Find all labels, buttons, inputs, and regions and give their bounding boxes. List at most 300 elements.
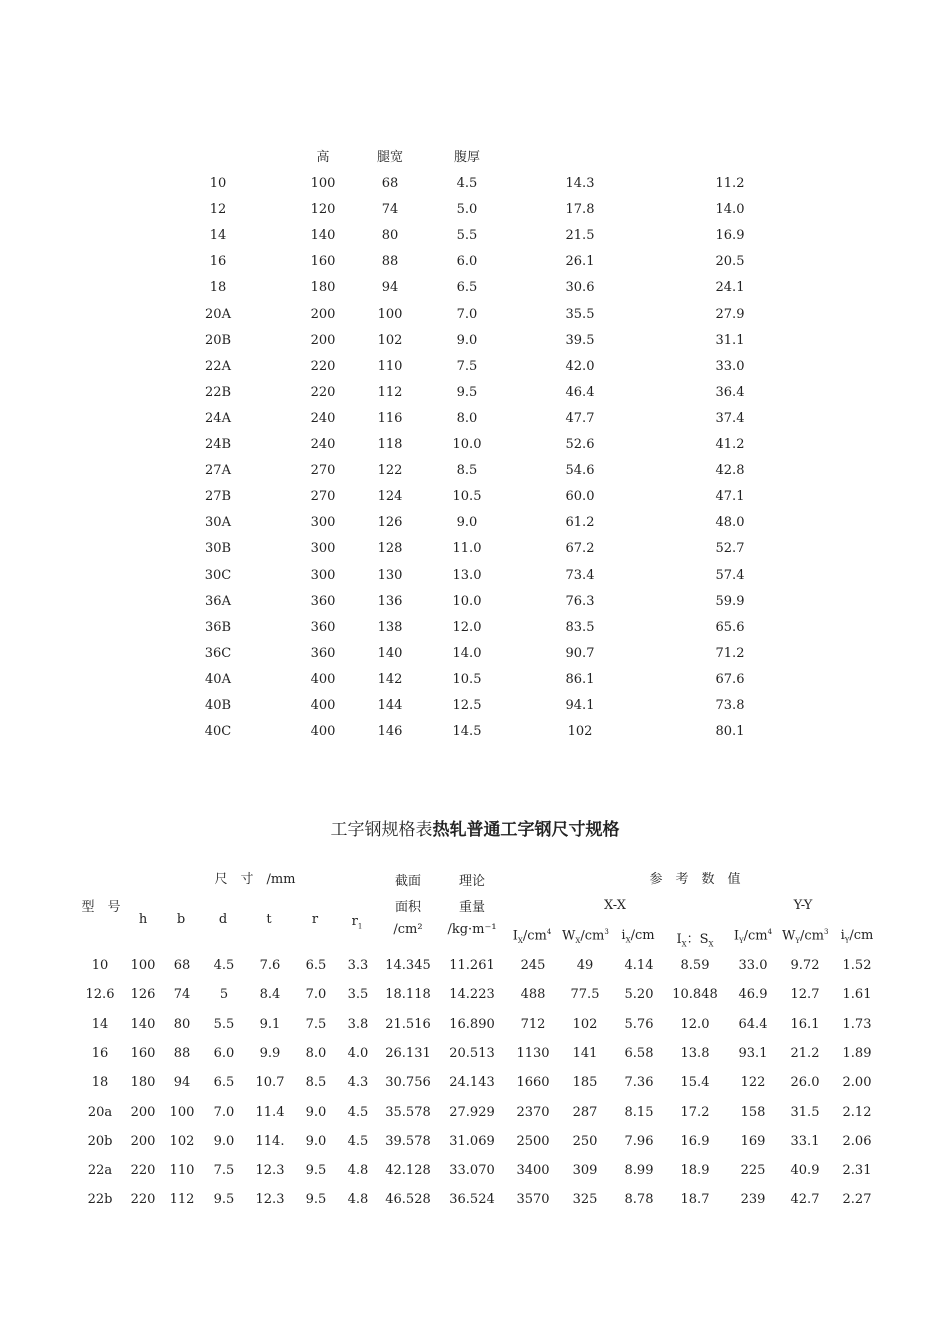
header-reference-group: 参 考 数 值 — [649, 872, 741, 887]
table-cell: 30.6 — [565, 280, 595, 296]
table-cell: 239 — [740, 1192, 766, 1208]
table-cell: 42.128 — [385, 1163, 431, 1179]
header-d: d — [218, 912, 228, 927]
table-cell: 7.6 — [259, 958, 281, 973]
table-cell: 4.5 — [347, 1104, 369, 1120]
table-cell: 52.6 — [565, 437, 595, 453]
table-cell: 18.118 — [385, 987, 431, 1003]
table-cell: 12.0 — [680, 1016, 710, 1032]
table-cell: 220 — [130, 1163, 156, 1179]
table-cell: 31.069 — [449, 1133, 495, 1149]
table-cell: 6.5 — [213, 1075, 235, 1091]
table-cell: 5.5 — [213, 1016, 235, 1032]
header-ix-sx: $I_X$：$S_X$ — [676, 932, 714, 949]
table-cell: 80.1 — [715, 724, 745, 740]
table-cell: 42.8 — [715, 463, 745, 479]
table-cell: 4.8 — [347, 1192, 369, 1208]
table-row — [0, 458, 950, 484]
table-cell: 21.5 — [565, 228, 595, 244]
table-cell: 12.3 — [255, 1192, 285, 1208]
header-weight-2: 重量 — [458, 900, 485, 915]
table-row — [0, 484, 950, 510]
table-row — [0, 380, 950, 406]
table-cell: 8.4 — [259, 987, 281, 1003]
table-cell: 400 — [310, 724, 336, 740]
table-cell: 124 — [377, 489, 403, 505]
table-cell: 325 — [572, 1192, 598, 1208]
table-row — [0, 536, 950, 562]
header-r: r — [311, 912, 319, 927]
table-cell: 9.1 — [259, 1016, 281, 1032]
table-cell: 90.7 — [565, 645, 595, 661]
table-cell: 116 — [377, 410, 403, 426]
table-row — [0, 171, 950, 197]
table-cell: 27B — [204, 489, 232, 505]
table-row — [0, 589, 950, 615]
table-cell: 74 — [381, 202, 399, 218]
header-iy: $I_Y/cm^4$ — [733, 928, 773, 945]
table-cell: 287 — [572, 1104, 598, 1120]
table-row — [0, 406, 950, 432]
table-cell: 17.8 — [565, 202, 595, 218]
table-cell: 14 — [91, 1016, 109, 1032]
table-cell: 6.5 — [456, 280, 478, 296]
table-cell: 2.31 — [842, 1163, 872, 1179]
table-cell: 73.8 — [715, 697, 745, 713]
table-cell: 11.4 — [255, 1104, 285, 1120]
table-cell: 14.345 — [385, 958, 431, 973]
table-cell: 8.0 — [456, 410, 478, 426]
header-weight-1: 理论 — [458, 874, 485, 889]
table-cell: 200 — [130, 1133, 156, 1149]
table-cell: 160 — [310, 254, 336, 270]
table-cell: 18 — [91, 1075, 109, 1091]
table-cell: 49 — [576, 958, 594, 973]
table-cell: 54.6 — [565, 463, 595, 479]
table-cell: 180 — [130, 1075, 156, 1091]
table-cell: 16.9 — [680, 1133, 710, 1149]
table-cell: 3.5 — [347, 987, 369, 1003]
table-cell: 112 — [169, 1192, 195, 1208]
table-row — [0, 223, 950, 249]
table-cell: 31.1 — [715, 332, 745, 348]
table-cell: 140 — [310, 228, 336, 244]
header-weight-unit: /kg·m⁻¹ — [447, 922, 497, 937]
table-cell: 14.3 — [565, 176, 595, 192]
table-cell: 40A — [205, 671, 231, 687]
table-cell: 360 — [310, 619, 336, 635]
table-cell: 7.5 — [456, 358, 478, 374]
table-cell: 67.2 — [565, 541, 595, 557]
table-cell: 2.12 — [842, 1104, 872, 1120]
table-cell: 4.3 — [347, 1075, 369, 1091]
table-row — [0, 328, 950, 354]
table-cell: 40B — [204, 697, 232, 713]
table-cell: 6.0 — [456, 254, 478, 270]
table-row — [0, 615, 950, 641]
table-cell: 20.5 — [715, 254, 745, 270]
header-height: 高 — [316, 150, 330, 165]
table-cell: 42.0 — [565, 358, 595, 374]
table-cell: 11.261 — [449, 958, 495, 973]
table-cell: 128 — [377, 541, 403, 557]
table-cell: 100 — [310, 176, 336, 192]
table-cell: 141 — [572, 1045, 598, 1061]
table-cell: 7.5 — [305, 1016, 327, 1032]
table-cell: 16.1 — [790, 1016, 820, 1032]
table-cell: 61.2 — [565, 515, 595, 531]
table-cell: 88 — [173, 1045, 191, 1061]
table-cell: 94 — [173, 1075, 191, 1091]
table-cell: 110 — [377, 358, 403, 374]
table-cell: 9.0 — [213, 1133, 235, 1149]
table-cell: 100 — [169, 1104, 195, 1120]
table-row — [0, 510, 950, 536]
table-cell: 9.0 — [456, 332, 478, 348]
table-cell: 14.0 — [715, 202, 745, 218]
table-cell: 46.528 — [385, 1192, 431, 1208]
table-cell: 360 — [310, 593, 336, 609]
header-b: b — [176, 912, 186, 927]
header-section-area-2: 面积 — [394, 900, 421, 915]
table-cell: 21.516 — [385, 1016, 431, 1032]
table-cell: 110 — [169, 1163, 195, 1179]
table-cell: 37.4 — [715, 410, 745, 426]
table-cell: 33.0 — [715, 358, 745, 374]
table-cell: 7.0 — [456, 306, 478, 322]
table-cell: 3.8 — [347, 1016, 369, 1032]
header-iy-radius: $i_Y/cm$ — [840, 928, 874, 945]
table-row — [0, 432, 950, 458]
table-cell: 270 — [310, 489, 336, 505]
table-row — [0, 1010, 950, 1039]
table-cell: 9.5 — [305, 1163, 327, 1179]
table-row — [0, 354, 950, 380]
table-cell: 65.6 — [715, 619, 745, 635]
table-cell: 52.7 — [715, 541, 745, 557]
table-cell: 712 — [520, 1016, 546, 1032]
table-cell: 1130 — [516, 1045, 550, 1061]
table-cell: 309 — [572, 1163, 598, 1179]
table-cell: 300 — [310, 541, 336, 557]
table-row — [0, 693, 950, 719]
table-cell: 40C — [204, 724, 232, 740]
table-cell: 7.5 — [213, 1163, 235, 1179]
table-cell: 3570 — [516, 1192, 550, 1208]
table-cell: 180 — [310, 280, 336, 296]
table-cell: 300 — [310, 515, 336, 531]
table-cell: 12.7 — [790, 987, 820, 1003]
table-cell: 24A — [205, 410, 231, 426]
table-row — [0, 980, 950, 1009]
table-row — [0, 719, 950, 745]
table-cell: 10 — [209, 176, 227, 192]
table-cell: 77.5 — [570, 987, 600, 1003]
table-cell: 33.0 — [738, 958, 768, 973]
header-section-area-1: 截面 — [394, 874, 421, 889]
table-row — [0, 1185, 950, 1214]
table-cell: 76.3 — [565, 593, 595, 609]
table-cell: 5.5 — [456, 228, 478, 244]
table-cell: 102 — [567, 724, 593, 740]
table-cell: 21.2 — [790, 1045, 820, 1061]
table-cell: 16.890 — [449, 1016, 495, 1032]
table-cell: 7.0 — [305, 987, 327, 1003]
table-cell: 20.513 — [449, 1045, 495, 1061]
table-header-row — [0, 145, 950, 171]
table-cell: 10.0 — [452, 437, 482, 453]
table-cell: 15.4 — [680, 1075, 710, 1091]
table-cell: 270 — [310, 463, 336, 479]
table-cell: 3400 — [516, 1163, 550, 1179]
table-cell: 146 — [377, 724, 403, 740]
table-row — [0, 1098, 950, 1127]
table-cell: 20A — [205, 306, 231, 322]
table-cell: 300 — [310, 567, 336, 583]
table-cell: 2.00 — [842, 1075, 872, 1091]
table-cell: 88 — [381, 254, 399, 270]
table-cell: 200 — [310, 332, 336, 348]
table-cell: 24B — [204, 437, 232, 453]
header-flange-width: 腿宽 — [376, 150, 403, 165]
table-cell: 12.0 — [452, 619, 482, 635]
table-cell: 220 — [310, 358, 336, 374]
table-cell: 2.27 — [842, 1192, 872, 1208]
table-cell: 9.0 — [305, 1104, 327, 1120]
table-cell: 7.96 — [624, 1133, 654, 1149]
table-cell: 5.76 — [624, 1016, 654, 1032]
table-cell: 9.9 — [259, 1045, 281, 1061]
table-row — [0, 302, 950, 328]
table-cell: 36C — [204, 645, 232, 661]
table-cell: 1660 — [516, 1075, 550, 1091]
table-cell: 30C — [204, 567, 232, 583]
table-cell: 9.72 — [790, 958, 820, 973]
table-cell: 24.143 — [449, 1075, 495, 1091]
table-cell: 8.99 — [624, 1163, 654, 1179]
table-cell: 8.0 — [305, 1045, 327, 1061]
table-cell: 122 — [377, 463, 403, 479]
table-cell: 83.5 — [565, 619, 595, 635]
table-cell: 5.20 — [624, 987, 654, 1003]
table-cell: 64.4 — [738, 1016, 768, 1032]
table-cell: 400 — [310, 697, 336, 713]
table-cell: 8.59 — [680, 958, 710, 973]
table-cell: 14.5 — [452, 724, 482, 740]
table-cell: 16.9 — [715, 228, 745, 244]
table-cell: 160 — [130, 1045, 156, 1061]
table-cell: 14.223 — [449, 987, 495, 1003]
table-cell: 12.5 — [452, 697, 482, 713]
table-cell: 8.78 — [624, 1192, 654, 1208]
table-cell: 225 — [740, 1163, 766, 1179]
table-cell: 20b — [87, 1133, 113, 1149]
table-cell: 2.06 — [842, 1133, 872, 1149]
table-cell: 20a — [87, 1104, 113, 1120]
table-cell: 9.5 — [213, 1192, 235, 1208]
table-cell: 22b — [87, 1192, 113, 1208]
header-wy: $W_Y/cm^3$ — [782, 928, 829, 945]
table-cell: 1.61 — [842, 987, 872, 1003]
table-cell: 9.0 — [456, 515, 478, 531]
table-cell: 138 — [377, 619, 403, 635]
table-cell: 40.9 — [790, 1163, 820, 1179]
table-cell: 5.0 — [456, 202, 478, 218]
title-bold: 热轧普通工字钢尺寸规格 — [432, 820, 620, 840]
table-cell: 120 — [310, 202, 336, 218]
table-cell: 169 — [740, 1133, 766, 1149]
table-cell: 80 — [381, 228, 399, 244]
table-cell: 26.131 — [385, 1045, 431, 1061]
table-cell: 220 — [130, 1192, 156, 1208]
table-row — [0, 197, 950, 223]
table-cell: 39.578 — [385, 1133, 431, 1149]
table-cell: 4.0 — [347, 1045, 369, 1061]
table-cell: 36B — [204, 619, 232, 635]
table-cell: 86.1 — [565, 671, 595, 687]
header-yy-group: Y-Y — [793, 898, 813, 913]
table-cell: 13.8 — [680, 1045, 710, 1061]
table-cell: 24.1 — [715, 280, 745, 296]
table-cell: 67.6 — [715, 671, 745, 687]
table-cell: 12.3 — [255, 1163, 285, 1179]
table-cell: 102 — [169, 1133, 195, 1149]
table-cell: 30B — [204, 541, 232, 557]
table-cell: 46.4 — [565, 384, 595, 400]
table-cell: 118 — [377, 437, 403, 453]
table-cell: 26.0 — [790, 1075, 820, 1091]
table-cell: 36A — [205, 593, 231, 609]
table-row — [0, 563, 950, 589]
header-model: 型 号 — [81, 900, 121, 915]
table-cell: 26.1 — [565, 254, 595, 270]
table-cell: 27.9 — [715, 306, 745, 322]
table-cell: 100 — [130, 958, 156, 973]
table-cell: 18.9 — [680, 1163, 710, 1179]
table-cell: 11.2 — [715, 176, 745, 192]
table-cell: 9.5 — [305, 1192, 327, 1208]
table-cell: 94 — [381, 280, 399, 296]
header-size-group: 尺 寸 /mm — [214, 872, 296, 887]
table-cell: 8.15 — [624, 1104, 654, 1120]
table-cell: 10.848 — [672, 987, 718, 1003]
table-cell: 360 — [310, 645, 336, 661]
table-cell: 220 — [310, 384, 336, 400]
table-cell: 1.73 — [842, 1016, 872, 1032]
table-cell: 93.1 — [738, 1045, 768, 1061]
table-cell: 140 — [130, 1016, 156, 1032]
header-h: h — [138, 912, 148, 927]
table-cell: 27A — [205, 463, 231, 479]
table-cell: 42.7 — [790, 1192, 820, 1208]
table-cell: 100 — [377, 306, 403, 322]
table-cell: 14.0 — [452, 645, 482, 661]
table-cell: 31.5 — [790, 1104, 820, 1120]
table-cell: 142 — [377, 671, 403, 687]
table-cell: 6.58 — [624, 1045, 654, 1061]
table-cell: 94.1 — [565, 697, 595, 713]
table-cell: 488 — [520, 987, 546, 1003]
table-cell: 71.2 — [715, 645, 745, 661]
table-cell: 30A — [205, 515, 231, 531]
table-cell: 46.9 — [738, 987, 768, 1003]
table-cell: 18.7 — [680, 1192, 710, 1208]
table-cell: 185 — [572, 1075, 598, 1091]
table-cell: 200 — [130, 1104, 156, 1120]
table-cell: 2370 — [516, 1104, 550, 1120]
table-cell: 6.5 — [305, 958, 327, 973]
header-t: t — [266, 912, 272, 927]
table-cell: 1.89 — [842, 1045, 872, 1061]
table-cell: 102 — [377, 332, 403, 348]
table-cell: 68 — [381, 176, 399, 192]
table-cell: 47.1 — [715, 489, 745, 505]
table-cell: 36.524 — [449, 1192, 495, 1208]
table-cell: 245 — [520, 958, 546, 973]
table-cell: 126 — [130, 987, 156, 1003]
table-cell: 114. — [255, 1133, 285, 1149]
table-cell: 140 — [377, 645, 403, 661]
table-cell: 240 — [310, 410, 336, 426]
table-cell: 158 — [740, 1104, 766, 1120]
table-cell: 126 — [377, 515, 403, 531]
table-cell: 8.5 — [305, 1075, 327, 1091]
table-row — [0, 275, 950, 301]
table-cell: 16 — [209, 254, 227, 270]
header-ix-radius: $i_X/cm$ — [621, 928, 655, 945]
table-cell: 4.5 — [213, 958, 235, 973]
table-cell: 8.5 — [456, 463, 478, 479]
table-cell: 14 — [209, 228, 227, 244]
table-cell: 122 — [740, 1075, 766, 1091]
header-xx-group: X-X — [604, 898, 626, 913]
table-cell: 130 — [377, 567, 403, 583]
table-cell: 10.5 — [452, 489, 482, 505]
table-cell: 73.4 — [565, 567, 595, 583]
table-cell: 74 — [173, 987, 191, 1003]
table-row — [0, 667, 950, 693]
table-cell: 35.578 — [385, 1104, 431, 1120]
table-cell: 13.0 — [452, 567, 482, 583]
table-cell: 33.070 — [449, 1163, 495, 1179]
table-cell: 4.14 — [624, 958, 654, 973]
table-cell: 22A — [205, 358, 231, 374]
table-cell: 17.2 — [680, 1104, 710, 1120]
table-cell: 4.8 — [347, 1163, 369, 1179]
table-cell: 1.52 — [842, 958, 872, 973]
table-row — [0, 951, 950, 980]
table-cell: 47.7 — [565, 410, 595, 426]
table-cell: 112 — [377, 384, 403, 400]
table-cell: 22a — [87, 1163, 113, 1179]
header-web-thickness: 腹厚 — [453, 150, 480, 165]
table-cell: 33.1 — [790, 1133, 820, 1149]
table-cell: 4.5 — [456, 176, 478, 192]
table-cell: 59.9 — [715, 593, 745, 609]
table-cell: 12.6 — [85, 987, 115, 1003]
table-row — [0, 249, 950, 275]
table-cell: 4.5 — [347, 1133, 369, 1149]
header-wx: $W_X/cm^3$ — [562, 928, 609, 945]
table-cell: 2500 — [516, 1133, 550, 1149]
table-cell: 144 — [377, 697, 403, 713]
table-cell: 27.929 — [449, 1104, 495, 1120]
table-cell: 68 — [173, 958, 191, 973]
table-cell: 36.4 — [715, 384, 745, 400]
header-r1: $r_1$ — [351, 914, 363, 931]
table-cell: 9.0 — [305, 1133, 327, 1149]
table-cell: 41.2 — [715, 437, 745, 453]
